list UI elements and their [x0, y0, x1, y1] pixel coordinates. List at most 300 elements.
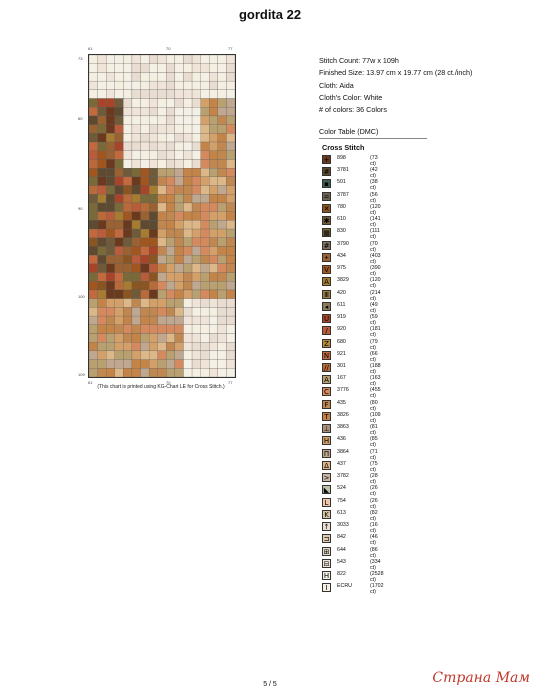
stitch-cell	[192, 220, 201, 229]
stitch-cell	[132, 151, 141, 160]
stitch-cell	[192, 72, 201, 81]
stitch-cell	[226, 255, 235, 264]
stitch-cell	[123, 316, 132, 325]
stitch-cell	[149, 325, 158, 334]
stitch-cell	[201, 368, 210, 377]
stitch-cell	[141, 255, 150, 264]
stitch-cell	[209, 255, 218, 264]
stitch-cell	[201, 151, 210, 160]
stitch-cell	[98, 273, 107, 282]
stitch-cell	[209, 81, 218, 90]
stitch-cell	[158, 246, 167, 255]
stitch-cell	[98, 151, 107, 160]
stitch-cell	[175, 99, 184, 108]
stitch-cell	[218, 229, 227, 238]
stitch-cell	[192, 246, 201, 255]
stitch-cell	[166, 342, 175, 351]
stitch-count-value: (455 ct)	[370, 387, 381, 400]
stitch-cell	[166, 368, 175, 377]
stitch-cell	[89, 151, 98, 160]
stitch-cell	[158, 316, 167, 325]
stitch-cell	[149, 177, 158, 186]
stitch-cell	[132, 159, 141, 168]
stitch-cell	[106, 212, 115, 221]
stitch-cell	[218, 368, 227, 377]
stitch-cell	[209, 194, 218, 203]
stitch-cell	[132, 273, 141, 282]
stitch-cell	[175, 281, 184, 290]
stitch-cell	[175, 177, 184, 186]
stitch-cell	[132, 299, 141, 308]
stitch-cell	[98, 264, 107, 273]
stitch-cell	[209, 72, 218, 81]
stitch-cell	[201, 333, 210, 342]
stitch-cell	[183, 290, 192, 299]
stitch-cell	[89, 133, 98, 142]
stitch-cell	[115, 194, 124, 203]
stitch-cell	[209, 342, 218, 351]
stitch-cell	[106, 81, 115, 90]
color-swatch: #	[323, 241, 330, 250]
stitch-cell	[106, 342, 115, 351]
stitch-cell	[149, 64, 158, 73]
tick-top-3: 77	[228, 46, 233, 51]
stitch-cell	[132, 55, 141, 64]
stitch-cell	[89, 246, 98, 255]
stitch-cell	[226, 290, 235, 299]
stitch-cell	[98, 194, 107, 203]
stitch-cell	[166, 177, 175, 186]
stitch-cell	[158, 333, 167, 342]
dmc-code: 3826	[337, 411, 349, 418]
stitch-count: Stitch Count: 77w x 109h	[319, 56, 399, 65]
stitch-cell	[158, 151, 167, 160]
stitch-cell	[158, 351, 167, 360]
stitch-cell	[218, 325, 227, 334]
stitch-cell	[89, 116, 98, 125]
tick-top-2: 70	[166, 46, 171, 51]
stitch-cell	[166, 229, 175, 238]
stitch-cell	[201, 90, 210, 99]
watermark-logo: Страна Мам	[432, 670, 530, 686]
stitch-cell	[115, 64, 124, 73]
stitch-cell	[209, 229, 218, 238]
stitch-cell	[158, 107, 167, 116]
dmc-code: 610	[337, 216, 346, 223]
stitch-cell	[98, 246, 107, 255]
stitch-cell	[158, 72, 167, 81]
stitch-cell	[201, 142, 210, 151]
stitch-cell	[132, 220, 141, 229]
stitch-cell	[141, 159, 150, 168]
stitch-cell	[175, 360, 184, 369]
stitch-cell	[123, 159, 132, 168]
stitch-cell	[106, 290, 115, 299]
stitch-cell	[149, 290, 158, 299]
stitch-cell	[209, 281, 218, 290]
stitch-cell	[158, 90, 167, 99]
stitch-cell	[209, 125, 218, 134]
dmc-code: 3033	[337, 522, 349, 529]
stitch-cell	[218, 186, 227, 195]
color-swatch: C	[322, 387, 331, 396]
stitch-cell	[175, 333, 184, 342]
stitch-cell	[89, 99, 98, 108]
stitch-cell	[141, 64, 150, 73]
stitch-cell	[106, 159, 115, 168]
stitch-cell	[123, 273, 132, 282]
stitch-cell	[166, 264, 175, 273]
stitch-cell	[183, 186, 192, 195]
stitch-cell	[132, 316, 141, 325]
stitch-cell	[106, 72, 115, 81]
stitch-cell	[166, 351, 175, 360]
stitch-cell	[218, 125, 227, 134]
stitch-cell	[149, 333, 158, 342]
stitch-cell	[218, 107, 227, 116]
stitch-cell	[89, 351, 98, 360]
dmc-code: 3781	[337, 167, 349, 174]
stitch-cell	[218, 90, 227, 99]
stitch-cell	[89, 107, 98, 116]
stitch-cell	[115, 133, 124, 142]
stitch-cell	[192, 133, 201, 142]
stitch-cell	[158, 159, 167, 168]
stitch-cell	[123, 229, 132, 238]
stitch-cell	[226, 264, 235, 273]
stitch-cell	[141, 151, 150, 160]
stitch-cell	[158, 290, 167, 299]
color-table-title: Color Table (DMC)	[319, 127, 427, 139]
stitch-count-value: (403 ct)	[370, 252, 381, 265]
stitch-cell	[115, 125, 124, 134]
stitch-cell	[201, 55, 210, 64]
stitch-cell	[201, 220, 210, 229]
stitch-cell	[183, 325, 192, 334]
stitch-cell	[192, 342, 201, 351]
stitch-cell	[115, 186, 124, 195]
stitch-cell	[218, 168, 227, 177]
stitch-cell	[98, 81, 107, 90]
stitch-cell	[218, 307, 227, 316]
stitch-cell	[132, 246, 141, 255]
stitch-cell	[98, 360, 107, 369]
stitch-cell	[132, 81, 141, 90]
stitch-cell	[226, 168, 235, 177]
stitch-cell	[115, 81, 124, 90]
tick-left-2: 80	[78, 116, 83, 121]
stitch-cell	[166, 142, 175, 151]
stitch-cell	[158, 168, 167, 177]
stitch-cell	[141, 360, 150, 369]
stitch-cell	[141, 351, 150, 360]
stitch-cell	[192, 290, 201, 299]
stitch-cell	[183, 229, 192, 238]
stitch-cell	[123, 299, 132, 308]
stitch-cell	[141, 177, 150, 186]
stitch-cell	[183, 99, 192, 108]
stitch-cell	[98, 64, 107, 73]
stitch-cell	[149, 116, 158, 125]
stitch-cell	[149, 90, 158, 99]
stitch-count-value: (82 ct)	[370, 509, 378, 522]
stitch-cell	[201, 177, 210, 186]
stitch-cell	[141, 72, 150, 81]
dmc-code: 435	[337, 399, 346, 406]
stitch-cell	[115, 264, 124, 273]
stitch-cell	[226, 203, 235, 212]
stitch-cell	[89, 238, 98, 247]
stitch-cell	[192, 255, 201, 264]
tick-bottom-1: 61	[88, 380, 93, 385]
stitch-cell	[201, 81, 210, 90]
stitch-cell	[149, 342, 158, 351]
stitch-cell	[192, 299, 201, 308]
stitch-cell	[226, 72, 235, 81]
stitch-cell	[218, 290, 227, 299]
stitch-cell	[192, 325, 201, 334]
stitch-cell	[209, 368, 218, 377]
stitch-cell	[175, 151, 184, 160]
stitch-cell	[209, 177, 218, 186]
stitch-count-value: (109 ct)	[370, 411, 381, 424]
finished-size: Finished Size: 13.97 cm x 19.77 cm (28 ct./inch)	[319, 68, 473, 78]
stitch-cell	[123, 194, 132, 203]
stitch-cell	[106, 281, 115, 290]
stitch-cell	[166, 168, 175, 177]
stitch-cell	[115, 177, 124, 186]
stitch-cell	[123, 203, 132, 212]
stitch-cell	[166, 81, 175, 90]
stitch-count-value: (188 ct)	[370, 362, 381, 375]
dmc-code: 3829	[337, 277, 349, 284]
tick-bottom-2: 70	[166, 380, 171, 385]
stitch-cell	[166, 55, 175, 64]
stitch-cell	[158, 133, 167, 142]
stitch-cell	[183, 203, 192, 212]
stitch-cell	[201, 307, 210, 316]
stitch-cell	[192, 151, 201, 160]
stitch-cell	[106, 229, 115, 238]
stitch-cell	[89, 212, 98, 221]
stitch-cell	[226, 133, 235, 142]
stitch-cell	[141, 107, 150, 116]
dmc-code: 436	[337, 436, 346, 443]
stitch-cell	[175, 90, 184, 99]
stitch-cell	[123, 360, 132, 369]
stitch-cell	[226, 107, 235, 116]
stitch-cell	[141, 325, 150, 334]
stitch-cell	[166, 238, 175, 247]
stitch-cell	[106, 351, 115, 360]
stitch-cell	[132, 64, 141, 73]
stitch-cell	[218, 194, 227, 203]
stitch-cell	[89, 72, 98, 81]
dmc-code: 167	[337, 375, 346, 382]
stitch-cell	[209, 246, 218, 255]
color-swatch: ⊞	[323, 547, 330, 556]
dmc-code: 437	[337, 460, 346, 467]
stitch-cell	[192, 351, 201, 360]
stitch-count-value: (71 ct)	[370, 448, 378, 461]
stitch-cell	[183, 368, 192, 377]
stitch-cell	[158, 81, 167, 90]
stitch-cell	[192, 281, 201, 290]
stitch-cell	[218, 212, 227, 221]
stitch-cell	[226, 125, 235, 134]
stitch-cell	[132, 72, 141, 81]
stitch-cell	[209, 159, 218, 168]
stitch-cell	[183, 333, 192, 342]
stitch-cell	[209, 333, 218, 342]
stitch-count-value: (214 ct)	[370, 289, 381, 302]
stitch-cell	[132, 325, 141, 334]
stitch-cell	[98, 238, 107, 247]
stitch-cell	[192, 264, 201, 273]
stitch-cell	[89, 142, 98, 151]
color-swatch: //	[322, 363, 331, 372]
stitch-cell	[192, 333, 201, 342]
stitch-cell	[201, 194, 210, 203]
color-swatch: A	[322, 277, 331, 286]
stitch-cell	[89, 264, 98, 273]
stitch-cell	[209, 264, 218, 273]
stitch-cell	[192, 168, 201, 177]
stitch-cell	[149, 72, 158, 81]
page-title: gordita 22	[238, 7, 302, 22]
stitch-cell	[175, 212, 184, 221]
stitch-cell	[149, 307, 158, 316]
stitch-count-value: (75 ct)	[370, 460, 378, 473]
stitch-cell	[226, 186, 235, 195]
stitch-cell	[166, 220, 175, 229]
stitch-cell	[132, 281, 141, 290]
color-swatch: H	[323, 571, 330, 580]
stitch-cell	[166, 186, 175, 195]
stitch-cell	[141, 168, 150, 177]
stitch-cell	[218, 316, 227, 325]
stitch-cell	[123, 368, 132, 377]
stitch-count-value: (334 ct)	[370, 558, 381, 571]
stitch-cell	[166, 125, 175, 134]
stitch-cell	[132, 360, 141, 369]
stitch-cell	[201, 290, 210, 299]
stitch-cell	[89, 168, 98, 177]
stitch-count-value: (26 ct)	[370, 497, 378, 510]
stitch-cell	[98, 159, 107, 168]
stitch-cell	[115, 72, 124, 81]
color-swatch: Π	[323, 449, 330, 458]
stitch-cell	[98, 116, 107, 125]
dmc-code: 644	[337, 546, 346, 553]
stitch-cell	[158, 238, 167, 247]
stitch-cell	[166, 273, 175, 282]
stitch-cell	[183, 81, 192, 90]
dmc-code: 3787	[337, 191, 349, 198]
stitch-cell	[98, 55, 107, 64]
stitch-cell	[149, 360, 158, 369]
stitch-cell	[149, 55, 158, 64]
stitch-cell	[183, 264, 192, 273]
color-swatch: K	[322, 510, 331, 519]
stitch-cell	[209, 116, 218, 125]
stitch-cell	[175, 64, 184, 73]
stitch-cell	[115, 307, 124, 316]
stitch-cell	[201, 264, 210, 273]
color-swatch: •	[322, 253, 331, 262]
stitch-cell	[158, 125, 167, 134]
dmc-code: 975	[337, 265, 346, 272]
dmc-code: 301	[337, 362, 346, 369]
stitch-cell	[106, 133, 115, 142]
stitch-cell	[98, 325, 107, 334]
stitch-cell	[141, 142, 150, 151]
stitch-cell	[175, 273, 184, 282]
stitch-cell	[141, 238, 150, 247]
stitch-cell	[149, 107, 158, 116]
stitch-cell	[123, 264, 132, 273]
stitch-cell	[123, 255, 132, 264]
stitch-cell	[89, 64, 98, 73]
stitch-cell	[89, 290, 98, 299]
stitch-count-value: (28 ct)	[370, 473, 378, 486]
stitch-cell	[209, 168, 218, 177]
stitch-cell	[183, 238, 192, 247]
stitch-cell	[158, 186, 167, 195]
stitch-cell	[183, 273, 192, 282]
stitch-cell	[226, 316, 235, 325]
stitch-cell	[226, 194, 235, 203]
stitch-cell	[123, 168, 132, 177]
stitch-cell	[192, 368, 201, 377]
stitch-cell	[183, 116, 192, 125]
stitch-cell	[209, 220, 218, 229]
stitch-cell	[98, 212, 107, 221]
stitch-cell	[89, 81, 98, 90]
stitch-cell	[166, 116, 175, 125]
color-swatch: V	[322, 265, 331, 274]
stitch-cell	[132, 177, 141, 186]
stitch-cell	[115, 351, 124, 360]
stitch-cell	[98, 90, 107, 99]
cross-stitch-chart	[78, 46, 244, 390]
stitch-cell	[106, 116, 115, 125]
stitch-cell	[98, 177, 107, 186]
stitch-cell	[141, 273, 150, 282]
stitch-cell	[149, 168, 158, 177]
stitch-cell	[106, 99, 115, 108]
stitch-cell	[141, 316, 150, 325]
stitch-cell	[183, 220, 192, 229]
stitch-cell	[89, 281, 98, 290]
stitch-cell	[183, 90, 192, 99]
stitch-cell	[192, 159, 201, 168]
stitch-cell	[106, 142, 115, 151]
stitch-cell	[183, 142, 192, 151]
stitch-cell	[149, 229, 158, 238]
stitch-cell	[166, 194, 175, 203]
stitch-cell	[175, 220, 184, 229]
dmc-code: 842	[337, 534, 346, 541]
stitch-cell	[123, 116, 132, 125]
stitch-cell	[201, 273, 210, 282]
color-swatch: ▦	[323, 229, 330, 238]
stitch-cell	[209, 325, 218, 334]
stitch-cell	[123, 186, 132, 195]
stitch-cell	[123, 142, 132, 151]
stitch-cell	[106, 316, 115, 325]
stitch-cell	[226, 159, 235, 168]
